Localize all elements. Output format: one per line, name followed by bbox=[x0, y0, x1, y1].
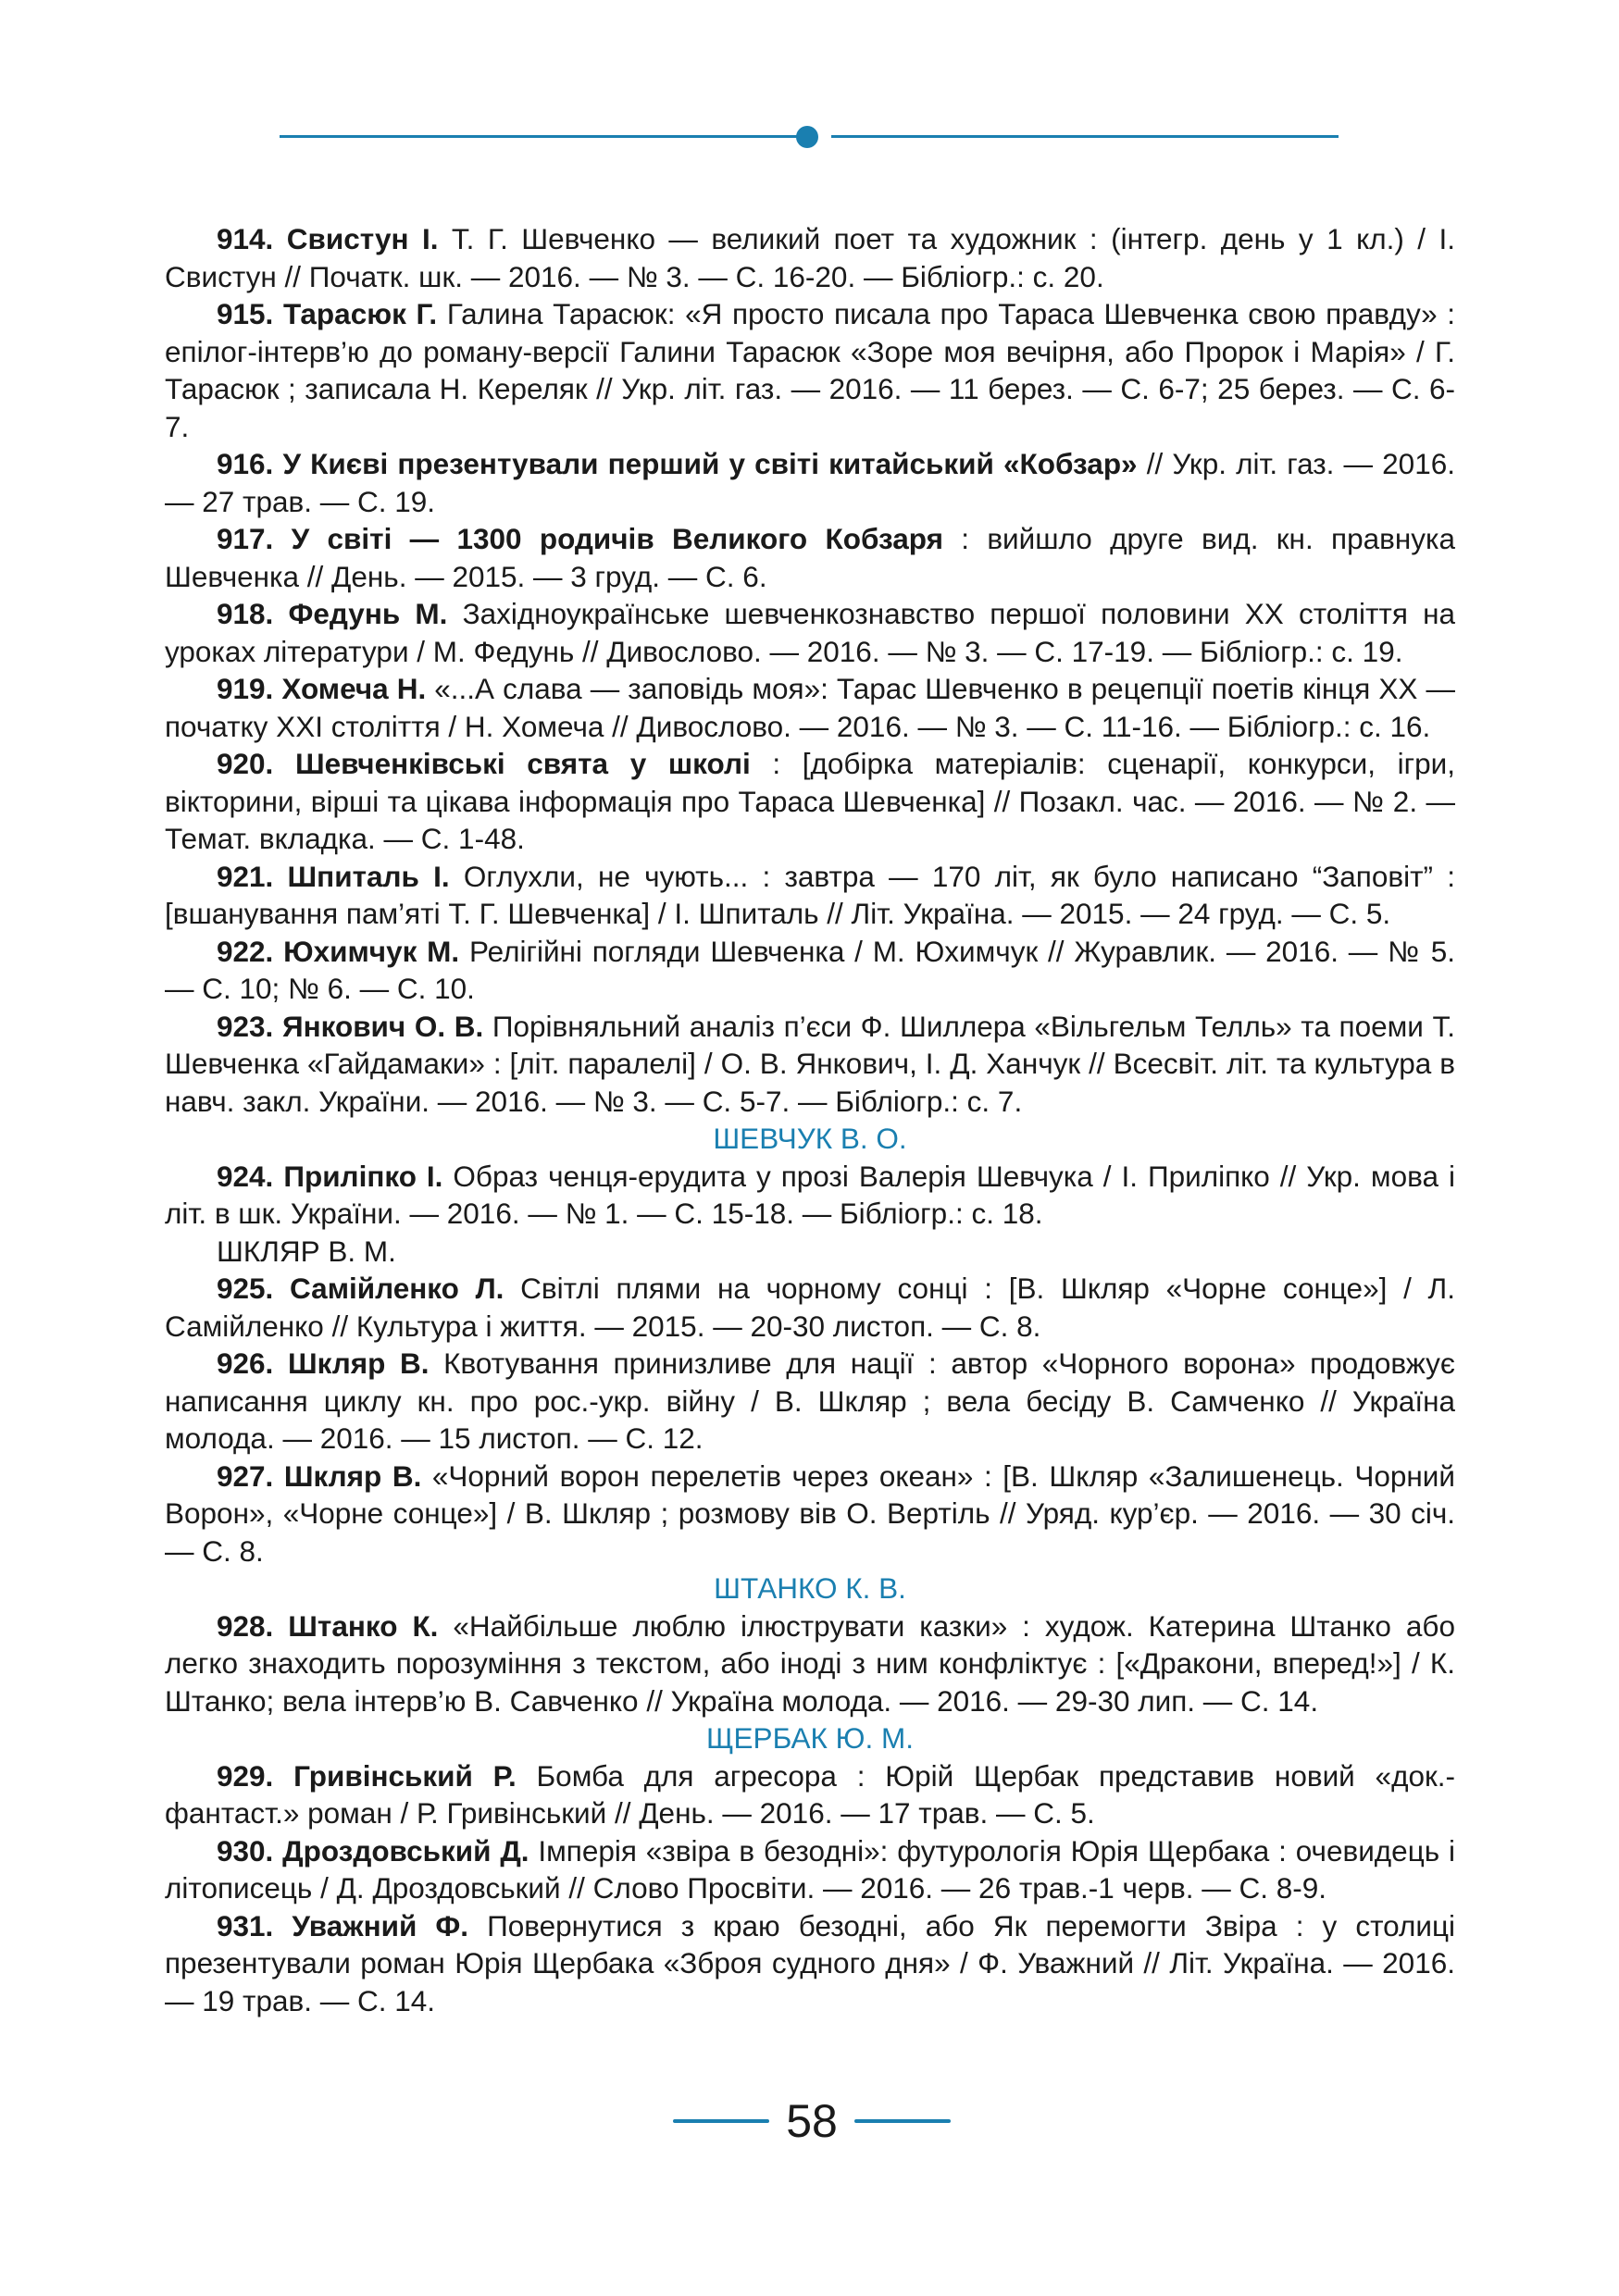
entry-930: 930. Дроздовський Д. Імперія «звіра в безодні»: футурологія Юрія Щербака : очевидець і літописець / Д. Дроздовський // Слово Просвіти. — 2016. — 26 трав.-1 черв. — С. 8-9. bbox=[165, 1833, 1455, 1905]
entry-915: 915. Тарасюк Г. Галина Тарасюк: «Я просто писала про Тараса Шевченка свою правду» : епілог-інтерв’ю до роману-версії Галини Тарасюк «Зоре моя вечірня, або Пророк і Марія» / Г. Тарасюк ; записала Н. Кереляк // Укр. літ. газ. — 2016. — 11 берез. — С. 6-7; 25 берез. — С. 6-7. bbox=[165, 297, 1455, 443]
entry-928: 928. Штанко К. «Найбільше люблю ілюструвати казки» : худож. Катерина Штанко або легко знаходить порозуміння з текстом, або іноді з ним конфліктує : [«Дракони, вперед!»] / К. Штанко; вела інтерв’ю В. Савченко // Україна молода. — 2016. — 29-30 лип. — С. 14. bbox=[165, 1608, 1455, 1718]
entry-920: 920. Шевченківські свята у школі : [добірка матеріалів: сценарії, конкурси, ігри, вікторини, вірші та цікава інформація про Тараса Шевченка] // Позакл. час. — 2016. — № 2. — Темат. вкладка. — С. 1-48. bbox=[165, 747, 1455, 855]
entry-921: 921. Шпиталь І. Оглухли, не чують... : завтра — 170 літ, як було написано “Заповіт” : [вшанування пам’яті Т. Г. Шевченка] / І. Шпиталь // Літ. Україна. — 2015. — 24 груд. — С. 5. bbox=[165, 859, 1455, 930]
entry-924: 924. Приліпко І. Образ ченця-ерудита у прозі Валерія Шевчука / І. Приліпко // Укр. мова і літ. в шк. України. — 2016. — № 1. — С. 15-18. — Бібліогр.: с. 18. bbox=[165, 1159, 1455, 1230]
footer-rule-left bbox=[673, 2119, 769, 2123]
page-number: 58 bbox=[786, 2095, 838, 2147]
entry-923: 923. Янкович О. В. Порівняльний аналіз п’єси Ф. Шиллера «Вільгельм Телль» та поеми Т. Шевченка «Гайдамаки» : [літ. паралелі] / О. В. Янкович, І. Д. Ханчук // Всесвіт. літ. та культура в навч. закл. України. — 2016. — № 3. — С. 5-7. — Бібліогр.: с. 7. bbox=[165, 1009, 1455, 1118]
entry-922: 922. Юхимчук М. Релігійні погляди Шевченка / М. Юхимчук // Журавлик. — 2016. — № 5. — С. 10; № 6. — С. 10. bbox=[165, 934, 1455, 1005]
entry-917: 917. У світі — 1300 родичів Великого Кобзаря : вийшло друге вид. кн. правнука Шевченка // День. — 2015. — 3 груд. — С. 6. bbox=[165, 522, 1455, 593]
header-rule-right bbox=[831, 135, 1339, 138]
entry-929: 929. Гривінський Р. Бомба для агресора : Юрій Щербак представив новий «док.-фантаст.» роман / Р. Гривінський // День. — 2016. — 17 трав. — С. 5. bbox=[165, 1758, 1455, 1830]
section-heading-shkliar: ШКЛЯР В. М. bbox=[217, 1234, 396, 1268]
entry-918: 918. Федунь М. Західноукраїнське шевченкознавство першої половини XX століття на уроках літератури / М. Федунь // Дивослово. — 2016. — № 3. — С. 17-19. — Бібліогр.: с. 19. bbox=[165, 597, 1455, 668]
entry-914: 914. Свистун І. Т. Г. Шевченко — великий поет та художник : (інтегр. день у 1 кл.) / І. Свистун // Початк. шк. — 2016. — № 3. — С. 16-20. — Бібліогр.: с. 20. bbox=[165, 222, 1455, 293]
page-footer bbox=[0, 2093, 1619, 2149]
entry-925: 925. Самійленко Л. Світлі плями на чорному сонці : [В. Шкляр «Чорне сонце»] / Л. Самійленко // Культура і життя. — 2015. — 20-30 листоп. — С. 8. bbox=[165, 1272, 1455, 1343]
section-heading-shevchuk: ШЕВЧУК В. О. bbox=[713, 1122, 907, 1155]
footer-rule-right bbox=[854, 2119, 951, 2123]
header-rule-left bbox=[280, 135, 807, 138]
entry-931: 931. Уважний Ф. Повернутися з краю безодні, або Як перемогти Звіра : у столиці презентували роман Юрія Щербака «Зброя судного дня» / Ф. Уважний // Літ. Україна. — 2016. — 19 трав. — С. 14. bbox=[165, 1908, 1455, 2017]
entry-926: 926. Шкляр В. Квотування принизливе для нації : автор «Чорного ворона» продовжує написання циклу кн. про рос.-укр. війну / В. Шкляр ; вела бесіду В. Самченко // Україна молода. — 2016. — 15 листоп. — С. 12. bbox=[165, 1347, 1456, 1455]
entry-919: 919. Хомеча Н. «...А слава — заповідь моя»: Тарас Шевченко в рецепції поетів кінця XX — початку XXI століття / Н. Хомеча // Дивослово. — 2016. — № 3. — С. 11-16. — Бібліогр.: с. 16. bbox=[165, 672, 1455, 743]
entry-916: 916. У Києві презентували перший у світі китайський «Кобзар» // Укр. літ. газ. — 2016. — 27 трав. — С. 19. bbox=[165, 447, 1455, 518]
entry-927: 927. Шкляр В. «Чорний ворон перелетів через океан» : [В. Шкляр «Залишенець. Чорний Ворон», «Чорне сонце»] / В. Шкляр ; розмову вів О. Вертіль // Уряд. кур’єр. — 2016. — 30 січ. — С. 8. bbox=[165, 1458, 1455, 1568]
section-heading-shcherbak: ЩЕРБАК Ю. М. bbox=[706, 1721, 914, 1755]
bibliography-list bbox=[165, 220, 1455, 2019]
section-heading-shtanko: ШТАНКО К. В. bbox=[714, 1571, 906, 1605]
header-dot bbox=[796, 126, 818, 148]
